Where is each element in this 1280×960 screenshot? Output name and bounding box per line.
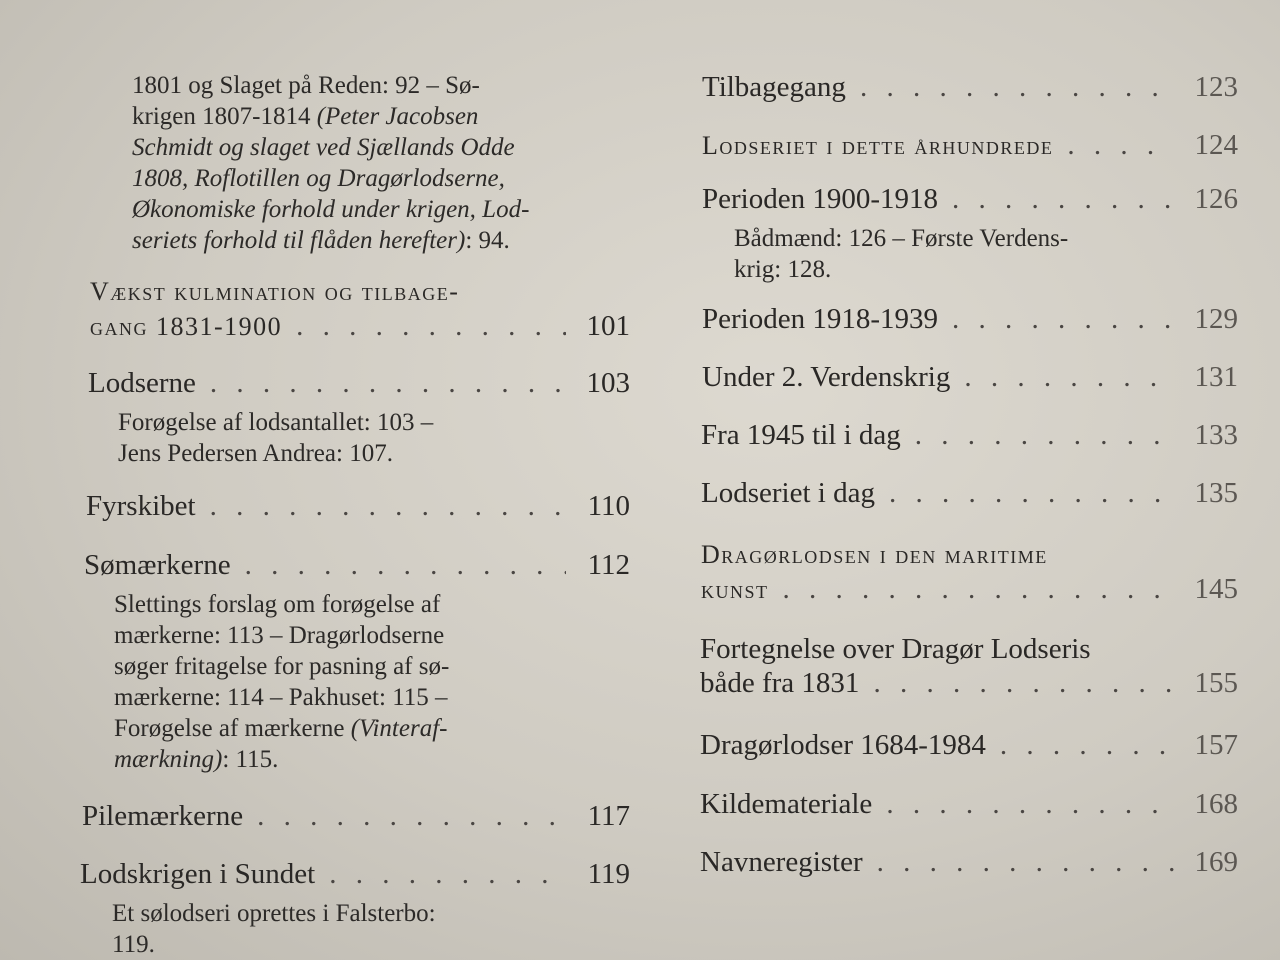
sub-line: Forøgelse af lodsantallet: 103 – xyxy=(118,409,434,436)
sub-line: mærkerne: 114 – Pakhuset: 115 – xyxy=(114,684,448,711)
toc-entry-title: Dragørlodsen i den maritime xyxy=(701,540,1048,569)
toc-page-number: 112 xyxy=(587,549,630,581)
toc-entry-fyrskibet[interactable] xyxy=(80,489,630,523)
toc-page-number: 135 xyxy=(1194,477,1238,509)
toc-entry-title: Lodseriet i dette århundrede xyxy=(702,131,1054,160)
toc-entry-title: Lodserne xyxy=(88,367,196,399)
toc-entry-title: Kildemateriale xyxy=(700,788,873,820)
leader-dots xyxy=(886,787,1174,821)
intro-line: krigen 1807-1814 (Peter Jacobsen xyxy=(132,103,479,130)
toc-entry-lodserne[interactable] xyxy=(80,366,630,400)
leader-dots xyxy=(257,799,566,833)
toc-entry-kildemateriale[interactable] xyxy=(698,787,1238,821)
leader-dots xyxy=(1067,128,1174,162)
toc-page-number: 117 xyxy=(587,800,630,832)
toc-page-number: 168 xyxy=(1194,788,1238,820)
toc-entry-row xyxy=(698,128,1238,163)
leader-dots xyxy=(889,476,1174,510)
toc-page-number: 133 xyxy=(1194,419,1238,451)
sub-line: Forøgelse af mærkerne (Vinteraf- xyxy=(114,715,448,742)
toc-entry-title-cont: både fra 1831 xyxy=(700,667,860,699)
toc-entry-row xyxy=(698,845,1238,879)
leader-dots xyxy=(860,70,1174,104)
toc-entry-title: Pilemærkerne xyxy=(82,800,244,832)
toc-entry-title: Sømærkerne xyxy=(84,549,231,581)
toc-subentries xyxy=(118,407,433,469)
sub-line: mærkerne: 113 – Dragørlodserne xyxy=(114,622,445,649)
toc-entry-row xyxy=(80,799,630,833)
leader-dots xyxy=(296,309,566,343)
toc-page-number: 101 xyxy=(586,310,630,342)
intro-line: 1808, Roflotillen og Dragørlodserne, xyxy=(132,165,505,192)
toc-entry-verdenskrig[interactable] xyxy=(698,360,1238,394)
toc-entry-dragorlodser[interactable] xyxy=(698,728,1238,762)
intro-line: Økonomiske forhold under krigen, Lod- xyxy=(132,196,530,223)
toc-entry-row xyxy=(80,857,630,891)
toc-entry-perioden-1918[interactable] xyxy=(698,302,1238,336)
toc-entry-title: Tilbagegang xyxy=(702,71,846,103)
toc-entry-title: Vækst kulmination og tilbage- xyxy=(90,277,460,306)
toc-entry-row xyxy=(698,572,1238,607)
toc-page-number: 131 xyxy=(1194,361,1238,393)
leader-dots xyxy=(952,182,1174,216)
leader-dots xyxy=(245,548,566,582)
toc-intro-subentries xyxy=(132,70,632,256)
sub-line: Jens Pedersen Andrea: 107. xyxy=(118,440,393,467)
toc-page-number: 124 xyxy=(1194,129,1238,161)
toc-entry-title: Perioden 1900-1918 xyxy=(702,183,938,215)
toc-entry-title-cont: kunst xyxy=(701,575,769,604)
toc-entry-tilbagegang[interactable] xyxy=(698,70,1238,104)
toc-entry-maritime-kunst[interactable] xyxy=(698,538,1238,607)
leader-dots xyxy=(964,360,1174,394)
sub-line: krig: 128. xyxy=(734,256,832,283)
toc-entry-title: Fra 1945 til i dag xyxy=(701,419,901,451)
toc-entry-row xyxy=(698,418,1238,452)
toc-entry-somaerkerne[interactable] xyxy=(80,548,630,582)
toc-page-number: 129 xyxy=(1194,303,1238,335)
toc-page-number: 123 xyxy=(1194,71,1238,103)
toc-page-number: 119 xyxy=(587,858,630,890)
toc-entry-row xyxy=(698,728,1238,762)
toc-entry-row xyxy=(698,360,1238,394)
toc-page-number: 169 xyxy=(1194,846,1238,878)
sub-line: Et sølodseri oprettes i Falsterbo: xyxy=(112,900,436,927)
toc-entry-row xyxy=(80,489,630,523)
toc-entry-title-cont: gang 1831-1900 xyxy=(90,312,283,341)
leader-dots xyxy=(783,572,1174,606)
toc-page-number: 126 xyxy=(1194,183,1238,215)
toc-entry-lodseriet-i-dag[interactable] xyxy=(698,476,1238,510)
toc-entry-row xyxy=(698,787,1238,821)
toc-entry-navneregister[interactable] xyxy=(698,845,1238,879)
toc-entry-title: Lodskrigen i Sundet xyxy=(80,858,316,890)
leader-dots xyxy=(210,366,566,400)
toc-page-number: 145 xyxy=(1194,573,1238,605)
sub-line: mærkning): 115. xyxy=(114,746,279,773)
toc-entry-title: Lodseriet i dag xyxy=(701,477,875,509)
toc-entry-title: Navneregister xyxy=(700,846,863,878)
toc-subentries xyxy=(734,223,1068,285)
intro-line: 1801 og Slaget på Reden: 92 – Sø- xyxy=(132,72,480,99)
toc-entry-title: Perioden 1918-1939 xyxy=(702,303,938,335)
toc-entry-row xyxy=(698,666,1238,700)
sub-line: søger fritagelse for pasning af sø- xyxy=(114,653,450,680)
toc-entry-lodskrigen[interactable] xyxy=(80,857,630,891)
toc-page-number: 110 xyxy=(587,490,630,522)
toc-entry-title: Fortegnelse over Dragør Lodseris xyxy=(700,633,1091,665)
toc-entry-perioden-1900[interactable] xyxy=(698,182,1238,216)
toc-entry-title: Dragørlodser 1684-1984 xyxy=(700,729,986,761)
toc-subentries xyxy=(114,589,449,775)
leader-dots xyxy=(877,845,1174,879)
leader-dots xyxy=(873,666,1174,700)
toc-entry-row xyxy=(698,302,1238,336)
toc-page-number: 103 xyxy=(586,367,630,399)
toc-entry-row xyxy=(80,309,630,344)
leader-dots xyxy=(915,418,1174,452)
leader-dots xyxy=(1000,728,1174,762)
toc-entry-row xyxy=(80,366,630,400)
toc-entry-row xyxy=(698,182,1238,216)
toc-entry-vaekst[interactable] xyxy=(80,275,630,344)
sub-line: Bådmænd: 126 – Første Verdens- xyxy=(734,225,1069,252)
toc-entry-row xyxy=(80,548,630,582)
intro-line: Schmidt og slaget ved Sjællands Odde xyxy=(132,134,515,161)
toc-entry-pilemaerkerne[interactable] xyxy=(80,799,630,833)
toc-page-number: 157 xyxy=(1194,729,1238,761)
sub-line: 119. xyxy=(112,931,155,958)
leader-dots xyxy=(329,857,566,891)
sub-line: Slettings forslag om forøgelse af xyxy=(114,591,441,618)
leader-dots xyxy=(952,302,1174,336)
toc-entry-fortegnelse[interactable] xyxy=(698,632,1238,700)
toc-page-number: 155 xyxy=(1194,667,1238,699)
toc-entry-row xyxy=(698,476,1238,510)
intro-line: seriets forhold til flåden herefter): 94. xyxy=(132,227,510,254)
toc-entry-title: Under 2. Verdenskrig xyxy=(702,361,951,393)
toc-subentries xyxy=(112,898,436,960)
toc-entry-fra-1945[interactable] xyxy=(698,418,1238,452)
toc-entry-lodseriet-aarhundrede[interactable] xyxy=(698,128,1238,163)
leader-dots xyxy=(210,489,566,523)
toc-entry-row xyxy=(698,70,1238,104)
toc-entry-title: Fyrskibet xyxy=(86,490,196,522)
